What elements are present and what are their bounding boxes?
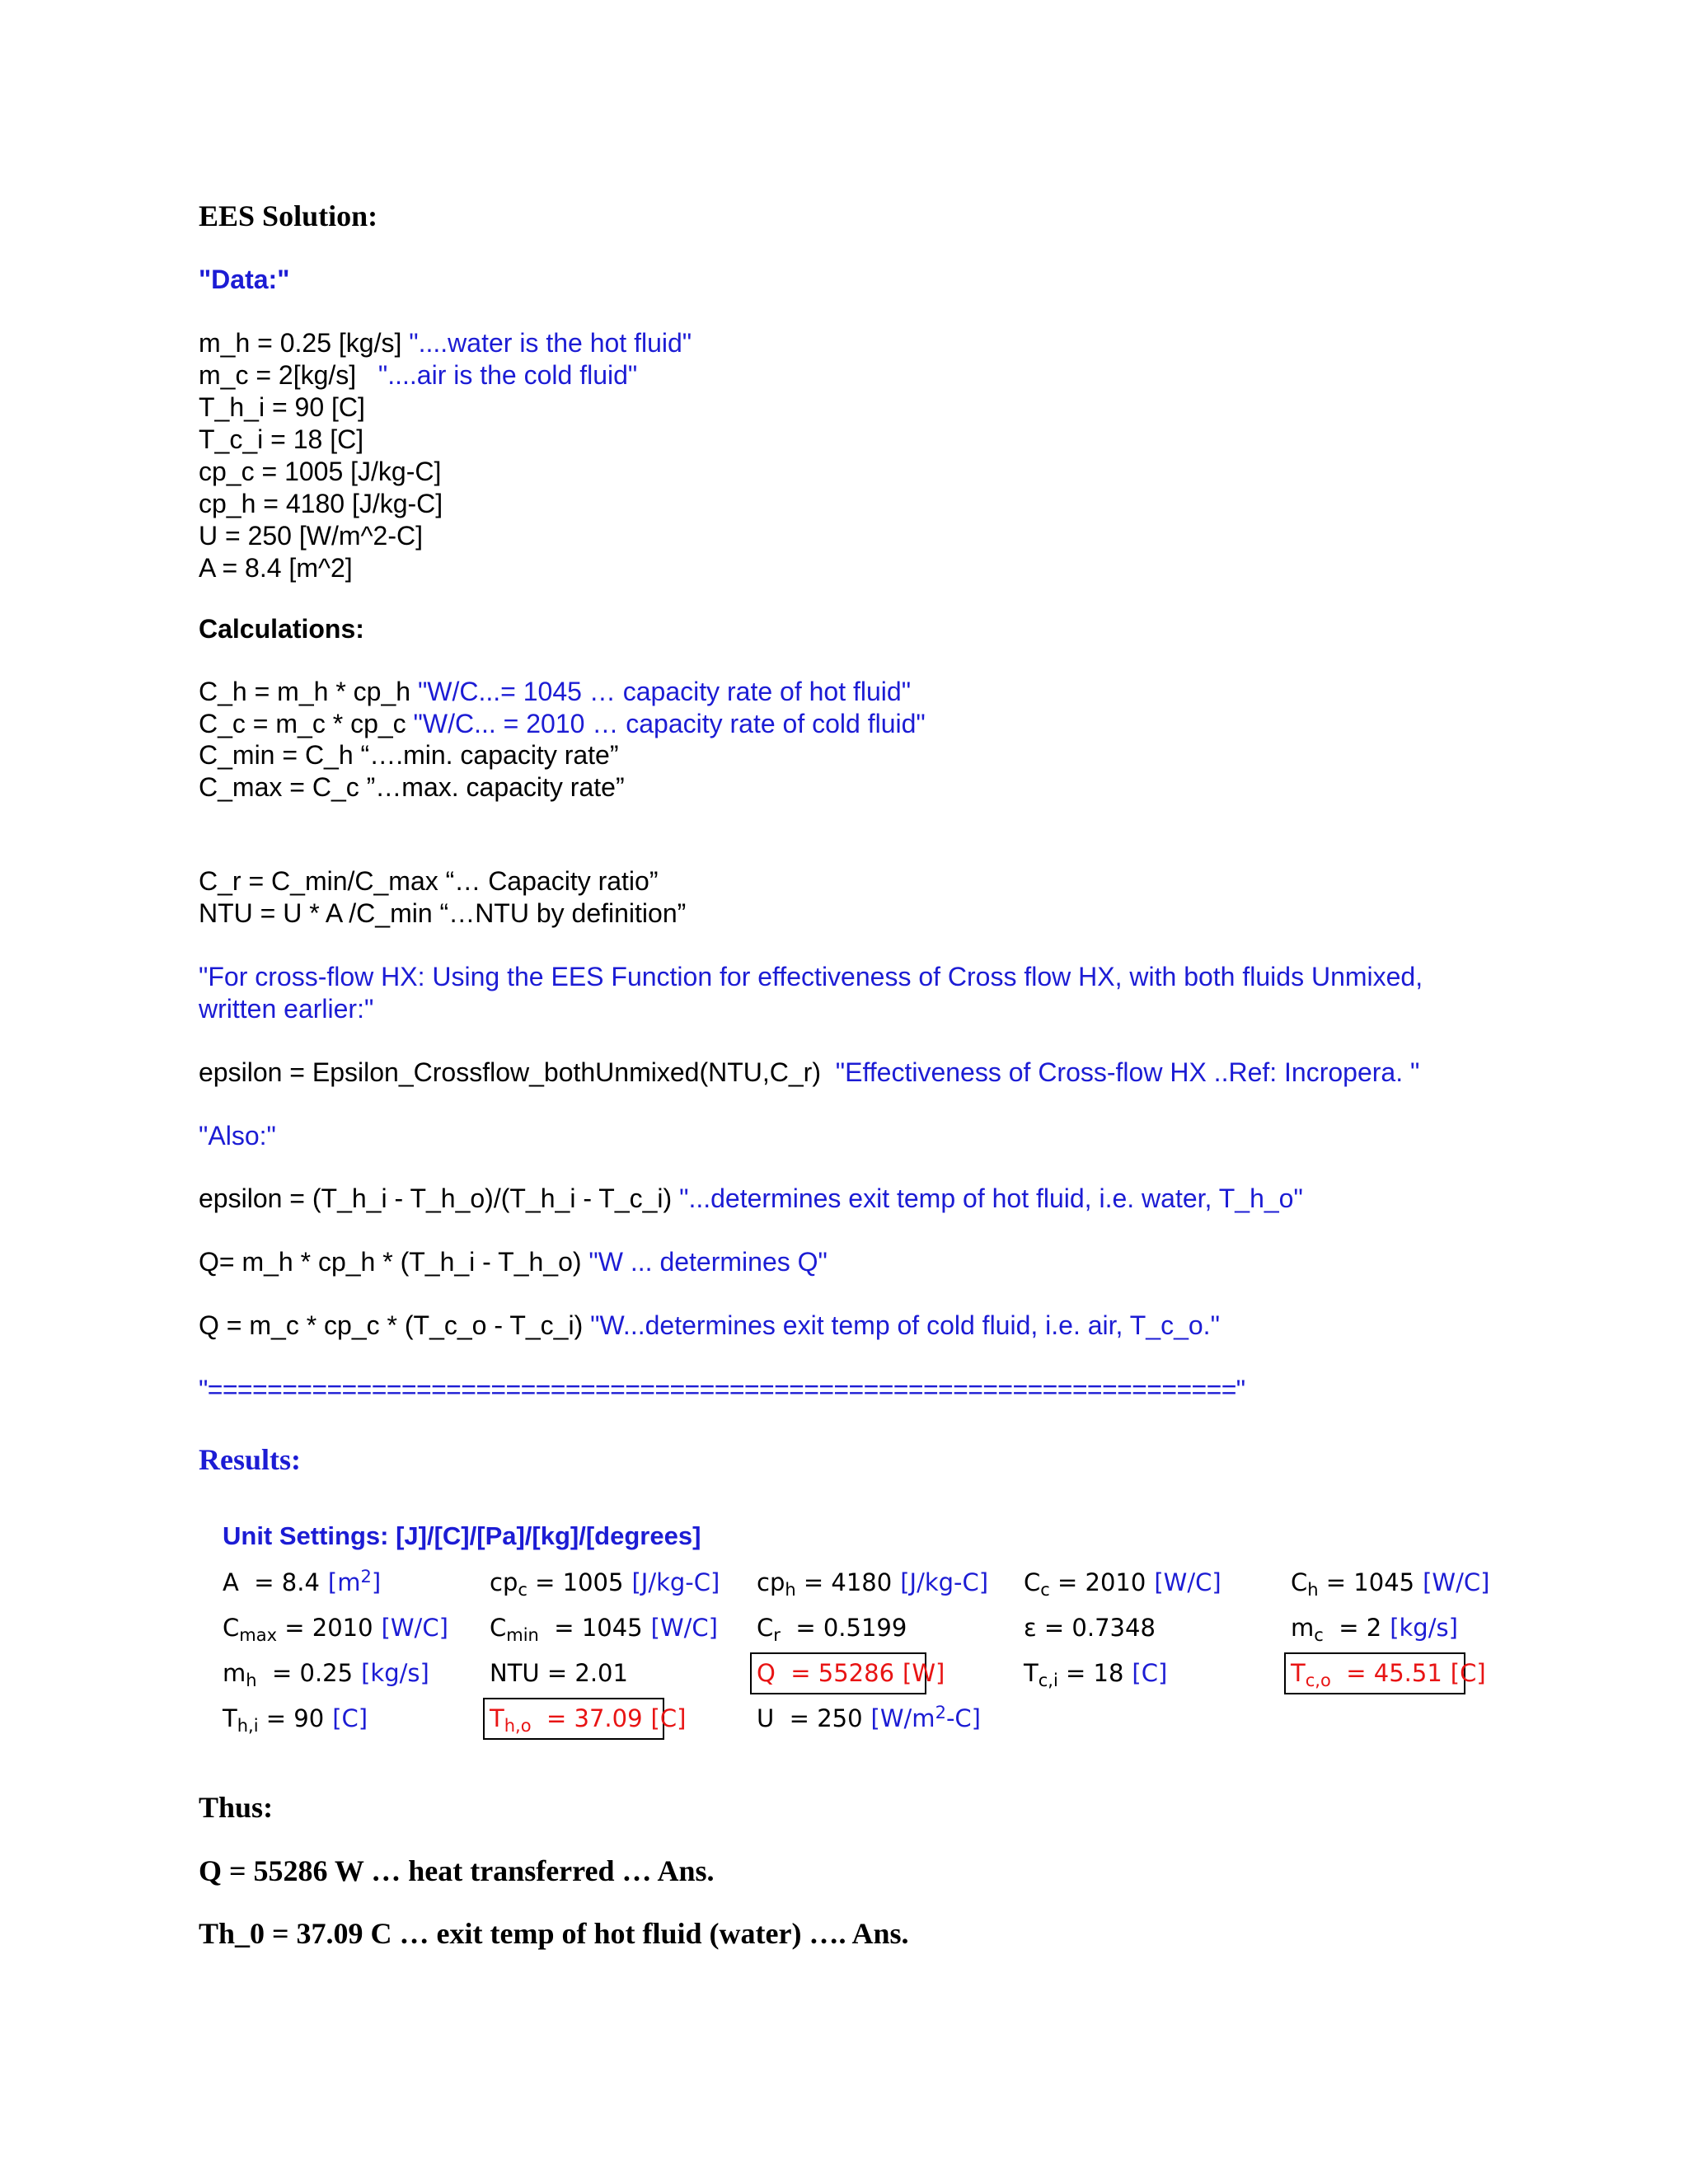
result-value: = 2010 (277, 1614, 373, 1642)
result-subscript: h (785, 1580, 796, 1600)
code-text: Q= m_h * cp_h * (T_h_i - T_h_o) (199, 1247, 589, 1277)
result-symbol: C (490, 1614, 507, 1642)
result-epsilon (1019, 1611, 1160, 1644)
comment-text: "W...determines exit temp of cold fluid, i.e. air, T_c_o." (590, 1310, 1220, 1340)
calc-line: C_max = C_c ”…max. capacity rate” (199, 772, 625, 802)
code-text: epsilon = Epsilon_Crossflow_bothUnmixed(NTU,C_r) (199, 1057, 836, 1087)
result-value: = 0.25 (256, 1659, 354, 1687)
data-block (199, 327, 692, 584)
result-symbol: C (757, 1614, 774, 1642)
unit-settings: Unit Settings: [J]/[C]/[Pa]/[kg]/[degrees] (223, 1521, 701, 1550)
result-symbol: m (1291, 1614, 1315, 1642)
code-text: epsilon = (T_h_i - T_h_o)/(T_h_i - T_c_i) (199, 1183, 680, 1213)
result-subscript: c (1040, 1580, 1050, 1600)
result-cph (752, 1566, 993, 1599)
calc-line (199, 708, 926, 740)
result-symbol: cp (490, 1568, 518, 1596)
code-text: Q = m_c * cp_c * (T_c_o - T_c_i) (199, 1310, 591, 1340)
result-symbol: A (223, 1568, 239, 1596)
result-symbol: Q (757, 1659, 776, 1687)
result-Tci (1019, 1657, 1172, 1690)
result-subscript: c,i (1038, 1671, 1058, 1690)
comment-text: "Effectiveness of Cross-flow HX ..Ref: Incropera. " (835, 1057, 1420, 1087)
result-unit: [J/kg-C] (631, 1568, 720, 1596)
comment-line: "For cross-flow HX: Using the EES Function for effectiveness of Cross flow HX, with both fluids Unmixed, (199, 962, 1423, 991)
data-line: cp_c = 1005 [J/kg-C] (199, 457, 442, 486)
separator-line: "=====================================================================" (199, 1375, 1245, 1404)
result-value: = 1045 (538, 1614, 643, 1642)
result-A (218, 1566, 386, 1599)
result-symbol: cp (757, 1568, 785, 1596)
result-subscript: h,i (237, 1716, 259, 1736)
data-comment: "Data:" (199, 265, 290, 294)
result-subscript: max (239, 1625, 278, 1645)
result-Cmax (218, 1611, 453, 1644)
result-value: = 55286 (775, 1659, 895, 1687)
result-subscript: c (1314, 1625, 1324, 1645)
code-text: m_h = 0.25 [kg/s] (199, 328, 410, 358)
code-text: C_h = m_h * cp_h (199, 677, 418, 706)
crossflow-comment (199, 961, 1423, 1025)
calc-line: C_r = C_min/C_max “… Capacity ratio” (199, 866, 659, 896)
comment-text: "...determines exit temp of hot fluid, i.e. water, T_h_o" (679, 1183, 1303, 1213)
q-hot-line (199, 1246, 828, 1278)
result-value: = 2 (1323, 1614, 1382, 1642)
result-Tho-highlighted (483, 1698, 687, 1740)
result-value: = 1005 (527, 1568, 624, 1596)
answer-hot-exit-temp: Th_0 = 37.09 C … exit temp of hot fluid (water) …. Ans. (199, 1917, 909, 1950)
comment-text: "W/C... = 2010 … capacity rate of cold fluid" (413, 709, 926, 738)
epsilon-exit-temp-line (199, 1183, 1303, 1215)
result-value: = 250 (774, 1704, 863, 1732)
result-unit: $[m^2]$ (327, 1567, 382, 1596)
result-value: = 2010 (1049, 1568, 1146, 1596)
result-NTU (485, 1657, 633, 1690)
result-Cc (1019, 1566, 1226, 1599)
result-unit: [C] (1132, 1659, 1168, 1687)
result-Tco-highlighted (1284, 1652, 1486, 1694)
epsilon-line (199, 1057, 1419, 1089)
code-text: m_c = 2[kg/s] (199, 360, 378, 390)
comment-text: "W ... determines Q" (588, 1247, 828, 1277)
data-line: A = 8.4 [m^2] (199, 553, 353, 583)
data-line (199, 327, 692, 359)
result-unit: $[W/m^2-C]$ (870, 1703, 981, 1732)
calc-block-2 (199, 739, 625, 804)
result-subscript: min (506, 1625, 539, 1645)
result-unit: [W/C] (1423, 1568, 1490, 1596)
comment-text: "....water is the hot fluid" (409, 328, 692, 358)
result-subscript: c,o (1305, 1671, 1331, 1690)
result-subscript: h (1307, 1580, 1319, 1600)
also-comment: "Also:" (199, 1121, 276, 1151)
result-value: = 18 (1057, 1659, 1124, 1687)
result-symbol: ε (1024, 1614, 1037, 1642)
result-value: = 0.7348 (1036, 1614, 1156, 1642)
result-unit: [kg/s] (361, 1659, 429, 1687)
result-unit: [W/C] (381, 1614, 448, 1642)
calc-line: C_min = C_h “….min. capacity rate” (199, 740, 619, 770)
result-unit: [C] (1450, 1659, 1486, 1687)
result-Thi (218, 1702, 373, 1735)
result-Cr (752, 1611, 912, 1644)
result-symbol: C (1024, 1568, 1041, 1596)
result-symbol: T (1291, 1659, 1306, 1687)
data-line: cp_h = 4180 [J/kg-C] (199, 489, 443, 518)
result-cpc (485, 1566, 724, 1599)
calc-block-3 (199, 865, 686, 930)
result-subscript: h,o (504, 1716, 532, 1736)
result-symbol: NTU (490, 1659, 540, 1687)
comment-text: "....air is the cold fluid" (377, 360, 638, 390)
result-mh (218, 1657, 434, 1690)
result-value: = 37.09 (531, 1704, 643, 1732)
result-value: = 90 (258, 1704, 325, 1732)
q-cold-line (199, 1310, 1220, 1342)
thus-heading: Thus: (199, 1791, 274, 1824)
result-symbol: U (757, 1704, 775, 1732)
calc-block-1 (199, 676, 926, 740)
result-Q-highlighted (750, 1652, 945, 1694)
calc-line: NTU = U * A /C_min “…NTU by definition” (199, 898, 687, 928)
result-unit: [C] (332, 1704, 368, 1732)
data-line: T_h_i = 90 [C] (199, 392, 365, 422)
calc-line (199, 676, 926, 708)
result-subscript: r (773, 1625, 781, 1645)
results-heading: Results: (199, 1443, 301, 1476)
result-mc (1286, 1611, 1463, 1644)
result-unit: [W/C] (650, 1614, 718, 1642)
result-Ch (1286, 1566, 1494, 1599)
heading-ees-solution: EES Solution: (199, 199, 378, 232)
result-Cmin (485, 1611, 723, 1644)
result-symbol: T (1024, 1659, 1039, 1687)
result-unit: [C] (650, 1704, 687, 1732)
result-value: = 1045 (1318, 1568, 1415, 1596)
result-subscript: h (246, 1671, 257, 1690)
calculations-heading: Calculations: (199, 614, 364, 644)
result-unit: [W/C] (1154, 1568, 1221, 1596)
result-unit: [J/kg-C] (900, 1568, 989, 1596)
result-U (752, 1702, 986, 1735)
result-symbol: T (223, 1704, 237, 1732)
result-value: = 0.5199 (780, 1614, 907, 1642)
result-symbol: C (1291, 1568, 1308, 1596)
data-line: U = 250 [W/m^2-C] (199, 521, 423, 551)
result-subscript: c (518, 1580, 528, 1600)
result-unit: [kg/s] (1390, 1614, 1458, 1642)
result-value: = 4180 (795, 1568, 893, 1596)
code-text: C_c = m_c * cp_c (199, 709, 414, 738)
result-value: = 45.51 (1330, 1659, 1442, 1687)
result-symbol: m (223, 1659, 246, 1687)
result-symbol: C (223, 1614, 240, 1642)
data-line (199, 359, 692, 391)
result-value: = 2.01 (539, 1659, 628, 1687)
result-value: = 8.4 (238, 1568, 320, 1596)
answer-heat-transferred: Q = 55286 W … heat transferred … Ans. (199, 1854, 715, 1887)
result-unit: [W] (903, 1659, 945, 1687)
result-symbol: T (490, 1704, 504, 1732)
comment-text: "W/C...= 1045 … capacity rate of hot fluid" (417, 677, 912, 706)
comment-line: written earlier:" (199, 994, 374, 1024)
data-line: T_c_i = 18 [C] (199, 424, 364, 454)
